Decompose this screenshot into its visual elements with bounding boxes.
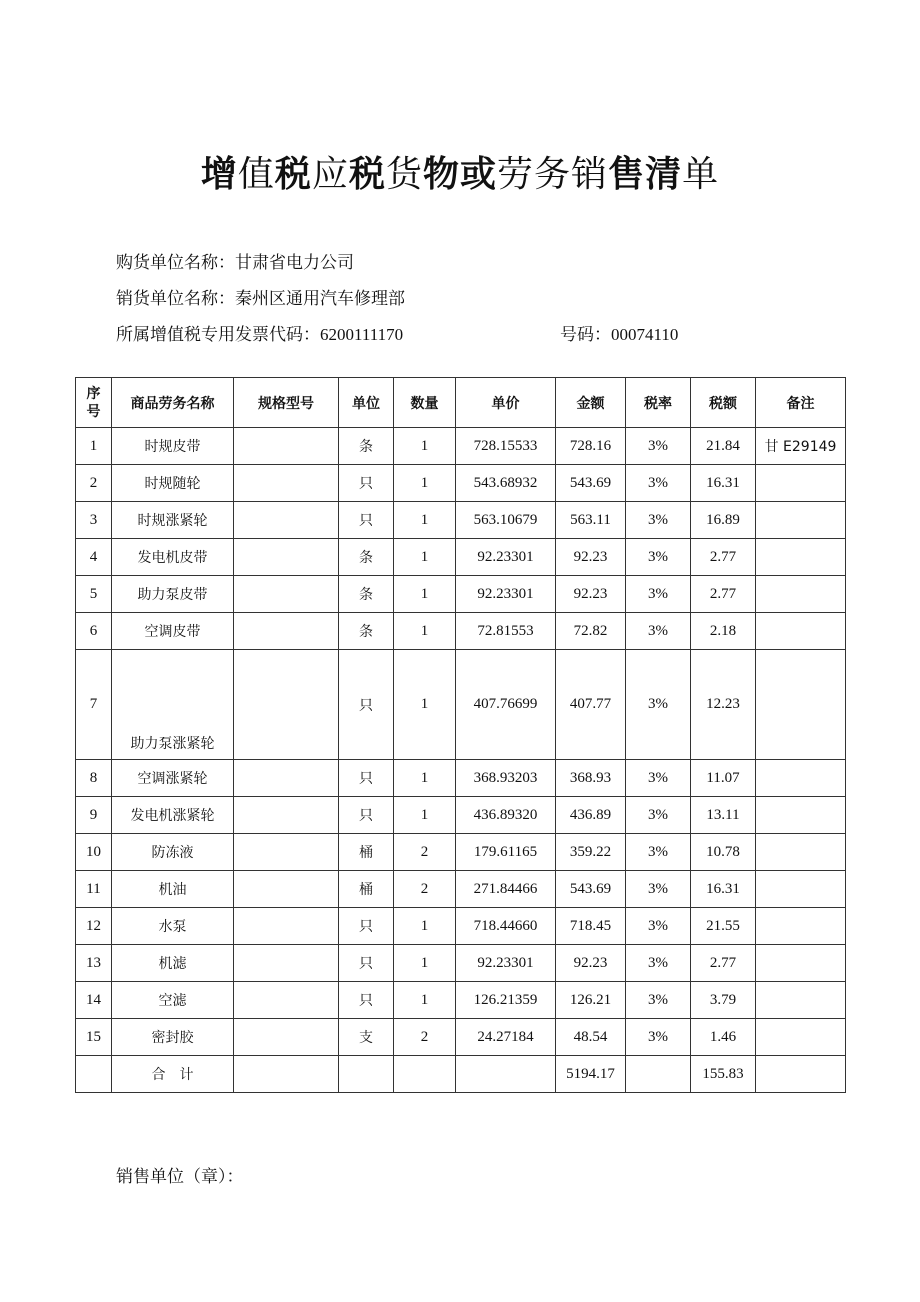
cell-name: 空调皮带 bbox=[112, 613, 234, 650]
cell-price: 72.81553 bbox=[456, 613, 556, 650]
cell-unit: 条 bbox=[339, 613, 394, 650]
cell-rate: 3% bbox=[626, 797, 691, 834]
cell-seq: 2 bbox=[76, 465, 112, 502]
cell-tax: 1.46 bbox=[691, 1019, 756, 1056]
cell-note bbox=[756, 797, 846, 834]
total-qty bbox=[394, 1056, 456, 1093]
cell-qty: 1 bbox=[394, 428, 456, 465]
cell-spec bbox=[234, 982, 339, 1019]
cell-note bbox=[756, 576, 846, 613]
cell-price: 92.23301 bbox=[456, 539, 556, 576]
cell-note bbox=[756, 502, 846, 539]
cell-unit: 支 bbox=[339, 1019, 394, 1056]
header-rate: 税率 bbox=[626, 378, 691, 428]
cell-spec bbox=[234, 760, 339, 797]
cell-note bbox=[756, 760, 846, 797]
cell-amount: 436.89 bbox=[556, 797, 626, 834]
cell-name: 密封胶 bbox=[112, 1019, 234, 1056]
cell-tax: 13.11 bbox=[691, 797, 756, 834]
cell-name: 时规随轮 bbox=[112, 465, 234, 502]
cell-unit: 只 bbox=[339, 982, 394, 1019]
table-row bbox=[76, 945, 846, 982]
cell-spec bbox=[234, 428, 339, 465]
cell-spec bbox=[234, 871, 339, 908]
total-unit bbox=[339, 1056, 394, 1093]
cell-tax: 12.23 bbox=[691, 650, 756, 760]
cell-amount: 92.23 bbox=[556, 539, 626, 576]
cell-name: 防冻液 bbox=[112, 834, 234, 871]
cell-qty: 1 bbox=[394, 760, 456, 797]
cell-note bbox=[756, 945, 846, 982]
header-spec: 规格型号 bbox=[234, 378, 339, 428]
table-row bbox=[76, 539, 846, 576]
total-rate bbox=[626, 1056, 691, 1093]
cell-unit: 只 bbox=[339, 797, 394, 834]
cell-rate: 3% bbox=[626, 539, 691, 576]
document-title bbox=[0, 146, 920, 197]
total-tax: 155.83 bbox=[691, 1056, 756, 1093]
cell-tax: 2.18 bbox=[691, 613, 756, 650]
title-char: 值 bbox=[237, 154, 275, 195]
cell-spec bbox=[234, 576, 339, 613]
cell-amount: 48.54 bbox=[556, 1019, 626, 1056]
cell-spec bbox=[234, 613, 339, 650]
cell-unit: 只 bbox=[339, 908, 394, 945]
cell-amount: 563.11 bbox=[556, 502, 626, 539]
table-row bbox=[76, 1019, 846, 1056]
table-row bbox=[76, 834, 846, 871]
cell-seq: 15 bbox=[76, 1019, 112, 1056]
table-row bbox=[76, 797, 846, 834]
cell-spec bbox=[234, 650, 339, 760]
cell-unit: 只 bbox=[339, 760, 394, 797]
title-char: 货 bbox=[385, 154, 423, 195]
cell-qty: 1 bbox=[394, 613, 456, 650]
header-price: 单价 bbox=[456, 378, 556, 428]
title-char: 销 bbox=[571, 154, 609, 195]
cell-unit: 条 bbox=[339, 576, 394, 613]
cell-amount: 359.22 bbox=[556, 834, 626, 871]
title-char: 劳 bbox=[497, 154, 535, 195]
cell-qty: 1 bbox=[394, 576, 456, 613]
total-seq bbox=[76, 1056, 112, 1093]
cell-note bbox=[756, 982, 846, 1019]
cell-tax: 21.55 bbox=[691, 908, 756, 945]
header-qty: 数量 bbox=[394, 378, 456, 428]
cell-qty: 2 bbox=[394, 871, 456, 908]
cell-seq: 13 bbox=[76, 945, 112, 982]
table-row bbox=[76, 428, 846, 465]
cell-spec bbox=[234, 908, 339, 945]
cell-spec bbox=[234, 1019, 339, 1056]
cell-seq: 1 bbox=[76, 428, 112, 465]
cell-rate: 3% bbox=[626, 834, 691, 871]
cell-name: 时规涨紧轮 bbox=[112, 502, 234, 539]
cell-unit: 只 bbox=[339, 650, 394, 760]
cell-spec bbox=[234, 797, 339, 834]
title-char: 或 bbox=[460, 154, 498, 195]
cell-price: 407.76699 bbox=[456, 650, 556, 760]
cell-seq: 8 bbox=[76, 760, 112, 797]
cell-price: 728.15533 bbox=[456, 428, 556, 465]
title-char: 售 bbox=[608, 154, 646, 195]
cell-note bbox=[756, 908, 846, 945]
table-row bbox=[76, 576, 846, 613]
cell-seq: 5 bbox=[76, 576, 112, 613]
cell-price: 368.93203 bbox=[456, 760, 556, 797]
title-char: 务 bbox=[534, 154, 572, 195]
sales-list-table bbox=[75, 377, 846, 1093]
cell-qty: 1 bbox=[394, 945, 456, 982]
cell-price: 563.10679 bbox=[456, 502, 556, 539]
cell-tax: 2.77 bbox=[691, 576, 756, 613]
header-note: 备注 bbox=[756, 378, 846, 428]
cell-rate: 3% bbox=[626, 760, 691, 797]
cell-rate: 3% bbox=[626, 908, 691, 945]
cell-rate: 3% bbox=[626, 982, 691, 1019]
cell-tax: 16.89 bbox=[691, 502, 756, 539]
table-row bbox=[76, 871, 846, 908]
cell-seq: 4 bbox=[76, 539, 112, 576]
total-spec bbox=[234, 1056, 339, 1093]
title-char: 税 bbox=[348, 154, 386, 195]
cell-rate: 3% bbox=[626, 613, 691, 650]
cell-amount: 92.23 bbox=[556, 576, 626, 613]
cell-seq: 14 bbox=[76, 982, 112, 1019]
cell-rate: 3% bbox=[626, 945, 691, 982]
table-row bbox=[76, 908, 846, 945]
cell-tax: 2.77 bbox=[691, 945, 756, 982]
cell-price: 718.44660 bbox=[456, 908, 556, 945]
cell-qty: 1 bbox=[394, 465, 456, 502]
cell-price: 543.68932 bbox=[456, 465, 556, 502]
cell-unit: 条 bbox=[339, 539, 394, 576]
title-char: 清 bbox=[645, 154, 683, 195]
total-price bbox=[456, 1056, 556, 1093]
cell-amount: 368.93 bbox=[556, 760, 626, 797]
cell-seq: 3 bbox=[76, 502, 112, 539]
table-row bbox=[76, 502, 846, 539]
cell-seq: 9 bbox=[76, 797, 112, 834]
header-amount: 金额 bbox=[556, 378, 626, 428]
table-row bbox=[76, 650, 846, 760]
cell-tax: 2.77 bbox=[691, 539, 756, 576]
cell-qty: 2 bbox=[394, 1019, 456, 1056]
cell-spec bbox=[234, 502, 339, 539]
cell-rate: 3% bbox=[626, 465, 691, 502]
cell-qty: 1 bbox=[394, 650, 456, 760]
cell-tax: 3.79 bbox=[691, 982, 756, 1019]
cell-name: 时规皮带 bbox=[112, 428, 234, 465]
cell-note bbox=[756, 871, 846, 908]
table-row bbox=[76, 465, 846, 502]
cell-qty: 1 bbox=[394, 797, 456, 834]
cell-qty: 1 bbox=[394, 539, 456, 576]
header-seq: 序 号 bbox=[76, 378, 112, 428]
cell-note bbox=[756, 834, 846, 871]
cell-seq: 6 bbox=[76, 613, 112, 650]
cell-price: 271.84466 bbox=[456, 871, 556, 908]
title-char: 税 bbox=[274, 154, 312, 195]
cell-amount: 728.16 bbox=[556, 428, 626, 465]
buyer-name: 购货单位名称：甘肃省电力公司 bbox=[116, 253, 354, 272]
cell-note bbox=[756, 613, 846, 650]
cell-rate: 3% bbox=[626, 871, 691, 908]
cell-price: 179.61165 bbox=[456, 834, 556, 871]
cell-spec bbox=[234, 465, 339, 502]
invoice-number: 号码：00074110 bbox=[560, 325, 679, 344]
table-row bbox=[76, 760, 846, 797]
cell-qty: 1 bbox=[394, 502, 456, 539]
title-char: 应 bbox=[311, 154, 349, 195]
cell-note: 甘 E29149 bbox=[756, 428, 846, 465]
total-amount: 5194.17 bbox=[556, 1056, 626, 1093]
cell-unit: 只 bbox=[339, 465, 394, 502]
cell-price: 436.89320 bbox=[456, 797, 556, 834]
cell-name: 空调涨紧轮 bbox=[112, 760, 234, 797]
cell-rate: 3% bbox=[626, 576, 691, 613]
title-char: 增 bbox=[200, 154, 238, 195]
cell-amount: 407.77 bbox=[556, 650, 626, 760]
seller-name: 销货单位名称：秦州区通用汽车修理部 bbox=[116, 289, 405, 308]
cell-name: 机滤 bbox=[112, 945, 234, 982]
cell-name: 发电机皮带 bbox=[112, 539, 234, 576]
cell-note bbox=[756, 539, 846, 576]
total-label: 合 计 bbox=[112, 1056, 234, 1093]
header-unit: 单位 bbox=[339, 378, 394, 428]
cell-tax: 21.84 bbox=[691, 428, 756, 465]
cell-tax: 11.07 bbox=[691, 760, 756, 797]
table-row bbox=[76, 982, 846, 1019]
title-char: 单 bbox=[682, 154, 720, 195]
cell-amount: 126.21 bbox=[556, 982, 626, 1019]
table-row bbox=[76, 613, 846, 650]
total-row bbox=[76, 1056, 846, 1093]
cell-unit: 桶 bbox=[339, 834, 394, 871]
cell-note bbox=[756, 465, 846, 502]
header-info bbox=[116, 245, 816, 353]
cell-qty: 1 bbox=[394, 908, 456, 945]
cell-unit: 只 bbox=[339, 502, 394, 539]
cell-tax: 16.31 bbox=[691, 871, 756, 908]
cell-price: 92.23301 bbox=[456, 945, 556, 982]
cell-note bbox=[756, 1019, 846, 1056]
cell-name: 水泵 bbox=[112, 908, 234, 945]
cell-seq: 7 bbox=[76, 650, 112, 760]
cell-name: 助力泵皮带 bbox=[112, 576, 234, 613]
cell-amount: 72.82 bbox=[556, 613, 626, 650]
cell-price: 126.21359 bbox=[456, 982, 556, 1019]
cell-rate: 3% bbox=[626, 428, 691, 465]
cell-name: 助力泵涨紧轮 bbox=[112, 650, 234, 760]
cell-unit: 桶 bbox=[339, 871, 394, 908]
cell-amount: 92.23 bbox=[556, 945, 626, 982]
cell-price: 92.23301 bbox=[456, 576, 556, 613]
cell-rate: 3% bbox=[626, 502, 691, 539]
cell-rate: 3% bbox=[626, 650, 691, 760]
cell-note bbox=[756, 650, 846, 760]
header-name: 商品劳务名称 bbox=[112, 378, 234, 428]
table-header-row bbox=[76, 378, 846, 428]
cell-seq: 11 bbox=[76, 871, 112, 908]
cell-amount: 543.69 bbox=[556, 465, 626, 502]
cell-spec bbox=[234, 539, 339, 576]
cell-rate: 3% bbox=[626, 1019, 691, 1056]
cell-tax: 10.78 bbox=[691, 834, 756, 871]
cell-amount: 543.69 bbox=[556, 871, 626, 908]
cell-seq: 12 bbox=[76, 908, 112, 945]
cell-spec bbox=[234, 945, 339, 982]
invoice-code: 所属增值税专用发票代码：6200111170 bbox=[116, 325, 404, 344]
cell-price: 24.27184 bbox=[456, 1019, 556, 1056]
cell-qty: 2 bbox=[394, 834, 456, 871]
cell-amount: 718.45 bbox=[556, 908, 626, 945]
cell-name: 机油 bbox=[112, 871, 234, 908]
seller-stamp-label: 销售单位（章）： bbox=[116, 1167, 244, 1186]
header-tax: 税额 bbox=[691, 378, 756, 428]
cell-unit: 只 bbox=[339, 945, 394, 982]
cell-unit: 条 bbox=[339, 428, 394, 465]
cell-name: 发电机涨紧轮 bbox=[112, 797, 234, 834]
cell-spec bbox=[234, 834, 339, 871]
cell-name: 空滤 bbox=[112, 982, 234, 1019]
cell-seq: 10 bbox=[76, 834, 112, 871]
title-char: 物 bbox=[422, 154, 460, 195]
cell-qty: 1 bbox=[394, 982, 456, 1019]
total-note bbox=[756, 1056, 846, 1093]
cell-tax: 16.31 bbox=[691, 465, 756, 502]
